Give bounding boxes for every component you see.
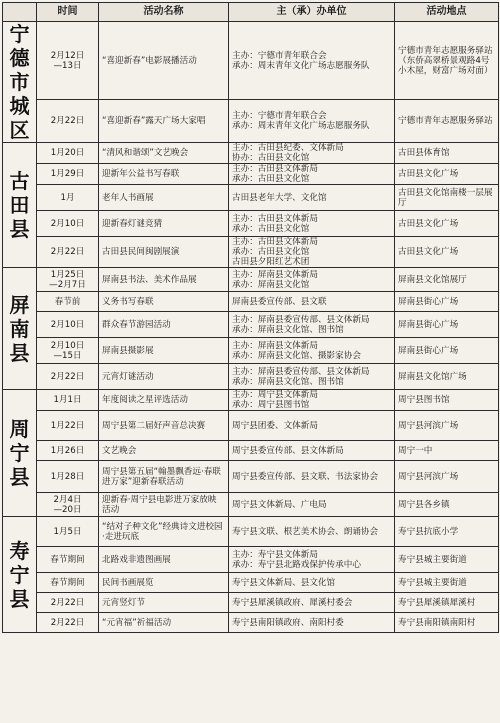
time-line: 春节期间 [50,577,85,588]
table-row [3,613,499,633]
time-line: 2月22日 [50,247,85,257]
table-row [3,185,499,211]
table-row [3,143,499,164]
table-row [3,493,499,517]
organizer-cell [229,100,395,143]
location-cell: 周宁县图书馆 [395,390,499,411]
time-cell [37,211,99,237]
organizer-cell [229,292,395,312]
activity-name: 群众春节游园活动 [99,312,229,338]
organizer-cell [229,441,395,461]
table-row [3,164,499,185]
activity-name: 屏南县书法、美术作品展 [99,268,229,292]
activity-name: 周宁县第二届好声音总决赛 [99,411,229,441]
organizer-line: 主办：周宁县文体新局 [232,390,318,400]
organizer-cell [229,517,395,547]
location-cell: 古田县体育馆 [395,143,499,164]
organizer-cell [229,390,395,411]
time-cell [37,312,99,338]
location-cell: 屏南县街心广场 [395,338,499,364]
activity-name: 民间书画展览 [99,573,229,593]
organizer-line: 承办：屏南县文化馆、摄影家协会 [232,350,361,361]
table-row [3,411,499,441]
location-cell: 屏南县文化馆展厅 [395,268,499,292]
organizer-cell [229,613,395,633]
activity-name: “元宵福”祈福活动 [99,613,229,633]
organizer-line: 主办：古田县文体新局 [232,164,318,174]
organizer-line: 承办：古田县文化馆 [232,223,310,234]
time-cell [37,292,99,312]
time-cell [37,100,99,143]
organizer-line: 周宁县委宣传部、县文体新局 [232,445,344,456]
location-cell: 寿宁县犀溪镇犀溪村 [395,593,499,613]
header-row [3,3,499,22]
table-row [3,364,499,390]
time-line: 2月22日 [50,597,85,608]
time-cell [37,143,99,164]
activity-name: 老年人书画展 [99,185,229,211]
organizer-cell [229,185,395,211]
table-row [3,338,499,364]
region-name: 屏南县 [3,268,37,390]
organizer-line: 承办：屏南县文化馆 [232,279,310,290]
organizer-line: 主办：宁德市青年联合会 [232,111,327,122]
organizer-line: 主办：屏南县文体新局 [232,269,318,280]
organizer-line: 寿宁县南阳镇政府、南阳村委 [232,617,344,628]
time-cell [37,613,99,633]
activity-name: 古田县民间闽剧展演 [99,237,229,268]
organizer-line: 承办：古田县文化馆 [232,247,310,257]
activity-name: 义务书写春联 [99,292,229,312]
organizer-line: 承办：屏南县文化馆、图书馆 [232,324,344,335]
organizer-line: 主办：屏南县委宣传部、县文体新局 [232,314,370,325]
table-row [3,461,499,493]
location-cell: 周宁县各乡镇 [395,493,499,517]
activity-name: “结对子种文化”经典诗文进校园·走进玩底 [99,517,229,547]
organizer-line: 主办：宁德市青年联合会 [232,50,327,61]
time-line: —15日 [53,350,82,361]
organizer-line: 承办：周末青年文化广场志愿服务队 [232,60,370,71]
header-organizer: 主（承）办单位 [229,3,395,22]
organizer-cell [229,312,395,338]
location-cell: 屏南县街心广场 [395,292,499,312]
location-cell: 屏南县文化馆广场 [395,364,499,390]
time-line: 1月26日 [50,445,85,456]
time-cell [37,268,99,292]
table-row [3,517,499,547]
activity-schedule-table [2,2,499,633]
activity-name: 文艺晚会 [99,441,229,461]
location-cell: 周宁县河滨广场 [395,411,499,441]
time-cell [37,411,99,441]
region-name: 古田县 [3,143,37,268]
time-cell [37,22,99,100]
time-line: —20日 [53,504,82,515]
activity-name: “喜迎新春”电影展播活动 [99,22,229,100]
table-row [3,312,499,338]
location-cell: 寿宁县南阳镇南阳村 [395,613,499,633]
organizer-line: 周宁县团委、文体新局 [232,420,318,431]
activity-name: 迎新春灯谜竞猜 [99,211,229,237]
organizer-cell [229,593,395,613]
time-line: 2月22日 [50,371,85,382]
organizer-line: 协办：古田县文化馆 [232,153,310,163]
organizer-cell [229,211,395,237]
location-cell: 屏南县街心广场 [395,312,499,338]
table-row [3,390,499,411]
activity-name: 周宁县第五届“翰墨飘香远·春联进万家”迎新春联活动 [99,461,229,493]
activity-name: 屏南县摄影展 [99,338,229,364]
header-activity: 活动名称 [99,3,229,22]
location-cell: 古田县文化广场 [395,211,499,237]
time-cell [37,185,99,211]
time-line: 2月10日 [50,319,85,330]
time-line: 春节期间 [50,554,85,565]
organizer-cell [229,268,395,292]
organizer-line: 承办：周末青年文化广场志愿服务队 [232,121,370,132]
location-cell: 宁德市青年志愿服务驿站（东侨高翠桥景观路4号小木屋，财富广场对面） [395,22,499,100]
organizer-cell [229,338,395,364]
table-row [3,211,499,237]
table-row [3,573,499,593]
organizer-line: 承办：周宁县图书馆 [232,400,310,410]
organizer-line: 古田县夕阳红艺术团 [232,257,310,267]
organizer-line: 寿宁县文联、根艺美术协会、朗诵协会 [232,526,379,537]
header-location: 活动地点 [395,3,499,22]
time-line: 1月29日 [50,169,85,179]
time-line: 1月28日 [50,471,85,482]
table-body [3,22,499,633]
time-line: 2月10日 [50,340,85,351]
time-cell [37,547,99,573]
region-name: 宁德市城区 [3,22,37,143]
table-row [3,547,499,573]
organizer-line: 主办：古田县文体新局 [232,237,318,247]
time-cell [37,338,99,364]
organizer-line: 周宁县文体新局、广电局 [232,499,327,510]
time-cell [37,493,99,517]
activity-name: “清风和谐颂”文艺晚会 [99,143,229,164]
organizer-line: 承办：屏南县文化馆、图书馆 [232,376,344,387]
time-line: 1月1日 [53,395,82,405]
organizer-line: 主办：寿宁县文体新局 [232,549,318,560]
organizer-cell [229,461,395,493]
organizer-line: 承办：寿宁县北路戏保护传承中心 [232,559,361,570]
table-row [3,268,499,292]
time-line: 2月4日 [53,494,82,505]
organizer-cell [229,493,395,517]
time-line: —2月7日 [49,279,86,290]
time-cell [37,573,99,593]
activity-name: 元宵竖灯节 [99,593,229,613]
organizer-cell [229,547,395,573]
region-name: 寿宁县 [3,517,37,633]
organizer-line: 主办：古田县纪委、文体新局 [232,143,344,153]
header-region [3,3,37,22]
organizer-line: 主办：屏南县委宣传部、县文体新局 [232,366,370,377]
organizer-line: 主办：屏南县文体新局 [232,340,318,351]
time-line: 1月20日 [50,148,85,158]
region-name: 周宁县 [3,390,37,517]
location-cell: 寿宁县抗底小学 [395,517,499,547]
table-row [3,292,499,312]
time-line: 1月25日 [50,269,85,280]
time-cell [37,441,99,461]
organizer-line: 承办：古田县文化馆 [232,174,310,184]
organizer-cell [229,573,395,593]
organizer-cell [229,22,395,100]
time-line: 春节前 [54,296,81,307]
organizer-line: 寿宁县犀溪镇政府、犀溪村委会 [232,597,353,608]
location-cell: 周宁一中 [395,441,499,461]
time-line: 1月22日 [50,420,85,431]
location-cell: 宁德市青年志愿服务驿站 [395,100,499,143]
table-row [3,237,499,268]
time-line: 2月10日 [50,218,85,229]
organizer-line: 寿宁县文体新局、县文化馆 [232,577,336,588]
location-cell: 周宁县河滨广场 [395,461,499,493]
time-line: 2月22日 [50,116,85,127]
location-cell: 寿宁县城主要街道 [395,547,499,573]
organizer-cell [229,143,395,164]
organizer-line: 周宁县委宣传部、县文联、书法家协会 [232,471,379,482]
time-cell [37,237,99,268]
location-cell: 古田县文化馆南楼一层展厅 [395,185,499,211]
time-cell [37,593,99,613]
time-cell [37,390,99,411]
time-line: 2月12日 [50,50,85,61]
time-cell [37,364,99,390]
activity-name: 元宵灯谜活动 [99,364,229,390]
location-cell: 古田县文化广场 [395,164,499,185]
organizer-cell [229,237,395,268]
activity-name: 年度阅读之星评选活动 [99,390,229,411]
table-row [3,441,499,461]
table-row [3,22,499,100]
time-cell [37,164,99,185]
time-cell [37,517,99,547]
activity-name: “喜迎新春”露天广场大家唱 [99,100,229,143]
time-cell [37,461,99,493]
organizer-line: 主办：古田县文体新局 [232,213,318,224]
location-cell: 寿宁县城主要街道 [395,573,499,593]
time-line: 1月5日 [53,526,82,537]
activity-name: 迎新春·周宁县电影进万家放映活动 [99,493,229,517]
table-row [3,593,499,613]
organizer-cell [229,364,395,390]
time-line: 2月22日 [50,617,85,628]
time-line: —13日 [53,60,82,71]
organizer-line: 屏南县委宣传部、县文联 [232,296,327,307]
time-line: 1月 [60,192,75,203]
organizer-cell [229,411,395,441]
organizer-cell [229,164,395,185]
activity-name: 迎新年公益书写春联 [99,164,229,185]
organizer-line: 古田县老年大学、文化馆 [232,192,327,203]
activity-name: 北路戏非遗图画展 [99,547,229,573]
header-time: 时间 [37,3,99,22]
table-row [3,100,499,143]
location-cell: 古田县文化广场 [395,237,499,268]
